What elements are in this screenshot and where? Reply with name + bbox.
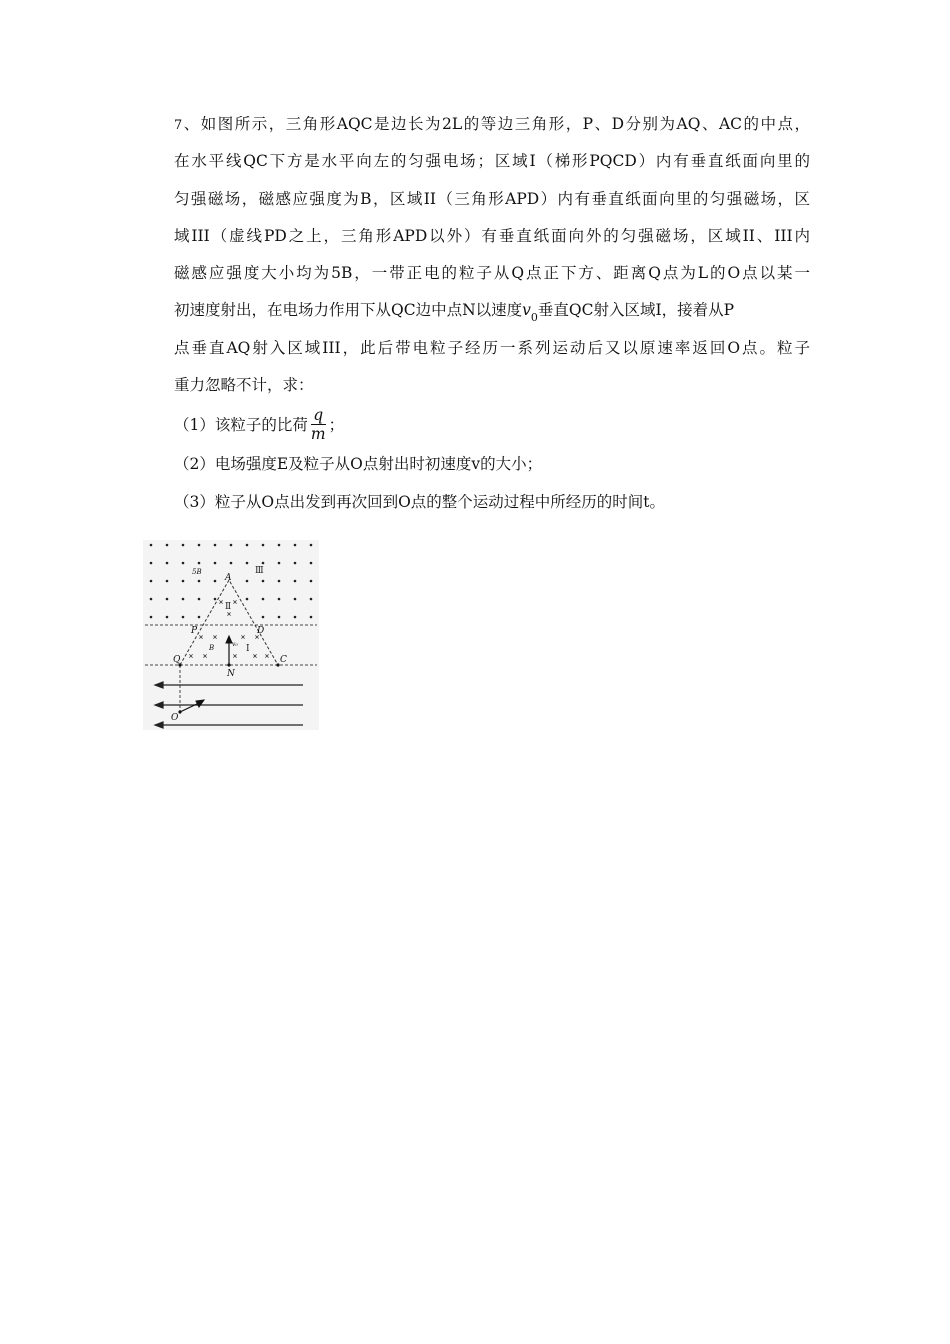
field-dot <box>182 562 185 565</box>
field-dot <box>214 598 217 601</box>
field-dot <box>278 580 281 583</box>
label-p: P <box>191 626 198 636</box>
label-d: D <box>257 626 265 636</box>
field-dot <box>182 616 185 619</box>
field-dot <box>246 598 249 601</box>
field-dot <box>198 598 201 601</box>
label-c: C <box>280 655 287 665</box>
field-dot <box>182 580 185 583</box>
problem-line-5: 磁感应强度大小均为5B，一带正电的粒子从Q点正下方、距离Q点为L的O点以某一 <box>174 264 810 283</box>
field-dot <box>310 616 313 619</box>
problem-line-4: 域III（虚线PD之上，三角形APD以外）有垂直纸面向外的匀强磁场，区域II、III内 <box>174 226 810 245</box>
question-3: （3）粒子从O点出发到再次回到O点的整个运动过程中所经历的时间t。 <box>174 492 666 511</box>
field-dot <box>310 580 313 583</box>
label-region-1: Ⅰ <box>246 644 250 654</box>
field-dot <box>150 616 153 619</box>
field-dot <box>294 580 297 583</box>
field-dot <box>262 562 265 565</box>
label-n: N <box>227 669 235 679</box>
field-dot <box>230 562 233 565</box>
field-dot <box>262 616 265 619</box>
problem-line-8: 重力忽略不计，求： <box>174 376 314 395</box>
field-dot <box>294 544 297 547</box>
field-dot <box>150 544 153 547</box>
label-b: B <box>209 644 215 652</box>
question-1: （1）该粒子的比荷 $\frac{q}{m}$ ； <box>174 405 345 443</box>
field-dot <box>182 544 185 547</box>
problem-line-1: 7、如图所示，三角形AQC是边长为2L的等边三角形，P、D分别为AQ、AC的中点， <box>174 115 810 133</box>
field-dot <box>166 616 169 619</box>
field-dot <box>166 544 169 547</box>
field-dot <box>262 580 265 583</box>
field-dot <box>294 562 297 565</box>
field-dot <box>166 598 169 601</box>
problem-line-2: 在水平线QC下方是水平向左的匀强电场；区域I（梯形PQCD）内有垂直纸面向里的 <box>174 152 810 171</box>
problem-line-3: 匀强磁场，磁感应强度为B，区域II（三角形APD）内有垂直纸面向里的匀强磁场，区 <box>174 189 810 208</box>
diagram-background <box>143 540 319 730</box>
label-o: O <box>171 713 179 723</box>
velocity-symbol: v <box>522 301 531 320</box>
field-dot <box>214 580 217 583</box>
field-dot <box>150 580 153 583</box>
field-dot <box>278 544 281 547</box>
charge-mass-fraction: $\frac{q}{m}$ <box>310 405 326 443</box>
field-dot <box>278 598 281 601</box>
physics-diagram <box>143 540 319 730</box>
field-dot <box>246 562 249 565</box>
field-dot <box>166 580 169 583</box>
field-dot <box>198 544 201 547</box>
label-5b: 5B <box>192 568 202 576</box>
field-dot <box>310 598 313 601</box>
question-2: （2）电场强度E及粒子从O点射出时初速度v的大小； <box>174 455 543 474</box>
label-region-2: Ⅱ <box>225 602 232 612</box>
field-dot <box>262 598 265 601</box>
field-dot <box>166 562 169 565</box>
problem-line-7: 点垂直AQ射入区域III，此后带电粒子经历一系列运动后又以原速率返回O点。粒子 <box>174 338 810 357</box>
field-dot <box>230 544 233 547</box>
problem-line-6: 初速度射出，在电场力作用下从QC边中点N以速度$v_0$垂直QC射入区域I，接着从P <box>174 301 735 325</box>
label-v0: v₀ <box>232 641 238 648</box>
field-dot <box>246 580 249 583</box>
problem-number: 7 <box>174 118 183 133</box>
diagram-svg <box>143 540 319 730</box>
field-dot <box>278 562 281 565</box>
field-dot <box>150 598 153 601</box>
field-dot <box>294 616 297 619</box>
field-dot <box>182 598 185 601</box>
field-dot <box>198 616 201 619</box>
field-dot <box>198 580 201 583</box>
field-dot <box>214 562 217 565</box>
problem-text <box>174 106 810 521</box>
label-q: Q <box>173 655 181 665</box>
label-region-3: Ⅲ <box>255 566 264 576</box>
field-dot <box>294 598 297 601</box>
field-dot <box>262 544 265 547</box>
field-dot <box>150 562 153 565</box>
field-dot <box>278 616 281 619</box>
field-dot <box>214 544 217 547</box>
field-dot <box>246 544 249 547</box>
field-dot <box>310 562 313 565</box>
label-a: A <box>225 573 232 583</box>
field-dot <box>310 544 313 547</box>
field-dot <box>198 562 201 565</box>
